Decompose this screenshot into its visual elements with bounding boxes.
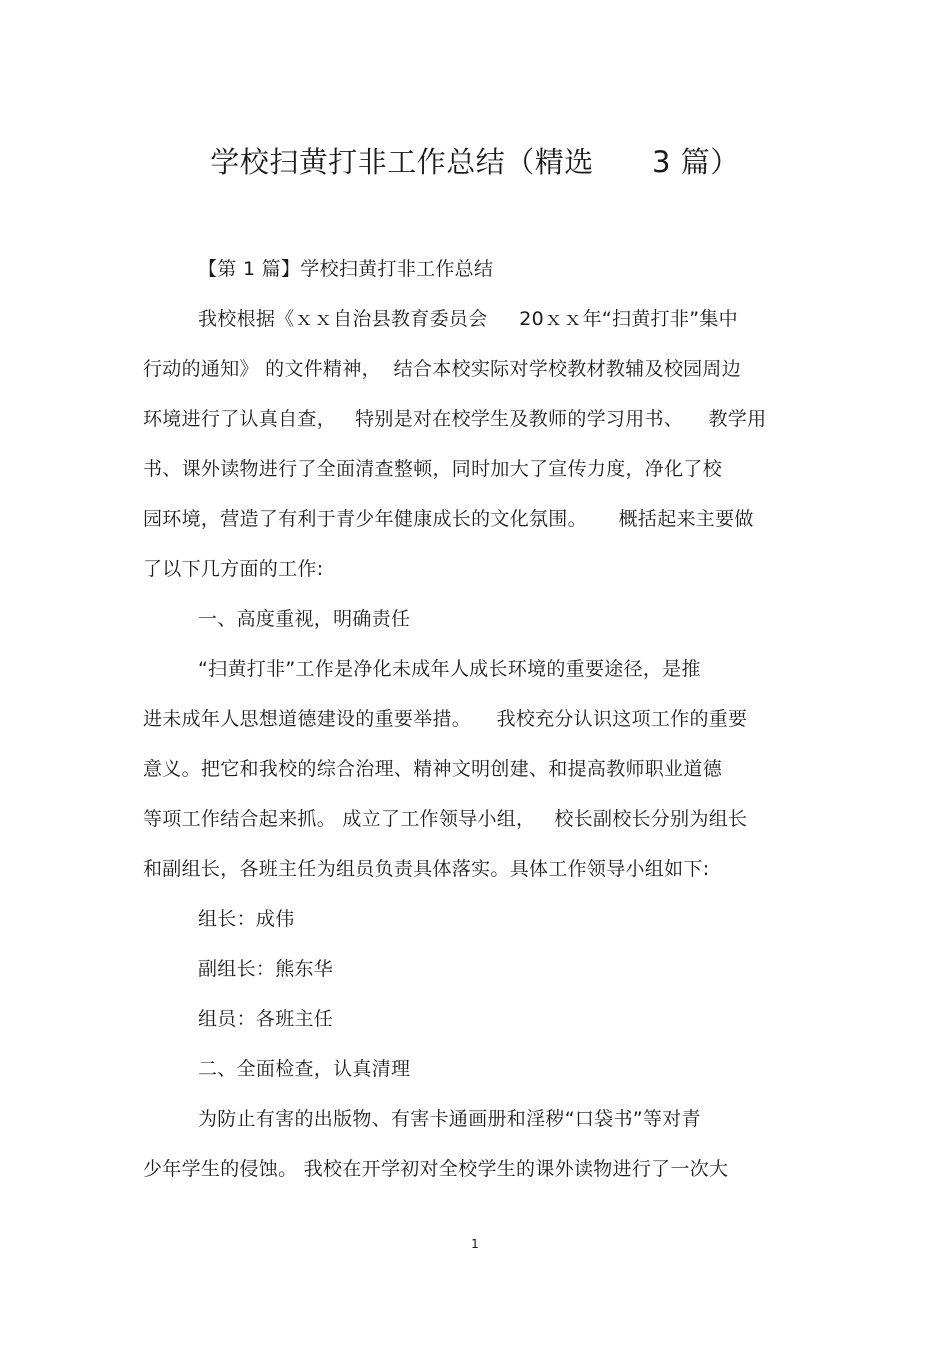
section-heading-part-1: 【第 1 篇】学校扫黄打非工作总结 xyxy=(198,258,494,280)
paragraph-line: 书、课外读物进行了全面清查整顿，同时加大了宣传力度，净化了校 xyxy=(143,458,723,480)
members-line: 组员：各班主任 xyxy=(198,1008,334,1030)
paragraph-line: 行动的通知》 的文件精神， 结合本校实际对学校教材教辅及校园周边 xyxy=(143,358,742,380)
paragraph-line: 了以下几方面的工作: xyxy=(143,558,324,580)
page-number: 1 xyxy=(471,1237,479,1251)
paragraph-line: 等项工作结合起来抓。 成立了工作领导小组， 校长副校长分别为组长 xyxy=(143,808,748,830)
paragraph-line: 少年学生的侵蚀。 我校在开学初对全校学生的课外读物进行了一次大 xyxy=(143,1158,729,1180)
paragraph-line: 环境进行了认真自查， 特别是对在校学生及教师的学习用书、 教学用 xyxy=(143,408,767,430)
paragraph-line: 我校根据《ｘｘ自治县教育委员会 20ｘｘ年“扫黄打非”集中 xyxy=(198,308,738,330)
paragraph-line: 意义。把它和我校的综合治理、精神文明创建、和提高教师职业道德 xyxy=(143,758,723,780)
deputy-leader-line: 副组长：熊东华 xyxy=(198,958,334,980)
subheading: 一、高度重视，明确责任 xyxy=(198,608,411,630)
paragraph-line: “扫黄打非”工作是净化未成年人成长环境的重要途径，是推 xyxy=(198,658,701,680)
paragraph-line: 园环境，营造了有利于青少年健康成长的文化氛围。 概括起来主要做 xyxy=(143,508,754,530)
paragraph-line: 和副组长，各班主任为组员负责具体落实。具体工作领导小组如下: xyxy=(143,858,710,880)
paragraph-line: 为防止有害的出版物、有害卡通画册和淫秽“口袋书”等对青 xyxy=(198,1108,701,1130)
subheading: 二、全面检查，认真清理 xyxy=(198,1058,411,1080)
paragraph-line: 进未成年人思想道德建设的重要举措。 我校充分认识这项工作的重要 xyxy=(143,708,748,730)
group-leader-line: 组长：成伟 xyxy=(198,908,295,930)
document-title: 学校扫黄打非工作总结（精选 3 篇） xyxy=(210,145,740,179)
